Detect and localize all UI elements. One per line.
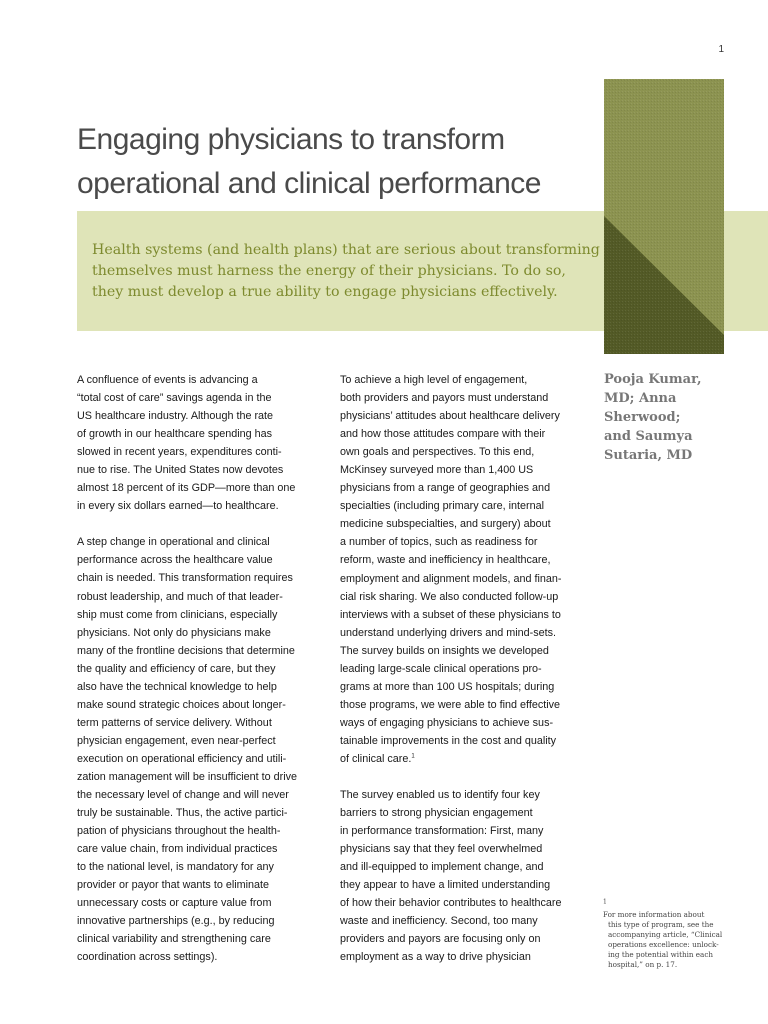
footnote-line: accompanying article, “Clinical xyxy=(608,930,723,939)
text-line: also have the technical knowledge to help xyxy=(77,680,277,693)
text-line: ship must come from clinicians, especially xyxy=(77,608,278,621)
author-line: Sutaria, MD xyxy=(604,448,693,463)
text-line: make sound strategic choices about longer- xyxy=(77,698,286,711)
text-line: a number of topics, such as readiness for xyxy=(340,536,538,549)
text-line: many of the frontline decisions that determine xyxy=(77,644,295,657)
text-line: coordination across settings). xyxy=(77,951,218,964)
text-line: The survey enabled us to identify four key xyxy=(340,789,540,802)
author-line: Pooja Kumar, xyxy=(604,372,702,387)
text-line: The survey builds on insights we developed xyxy=(340,644,549,657)
text-line: to the national level, is mandatory for any xyxy=(77,861,274,874)
title-line: Engaging physicians to transform xyxy=(77,123,505,156)
footnote-text: For more information about xyxy=(603,910,705,919)
paragraph xyxy=(77,371,339,515)
body-column-left xyxy=(77,371,339,985)
text-line: both providers and payors must understand xyxy=(340,392,549,405)
text-line: specialties (including primary care, internal xyxy=(340,500,545,513)
text-line: performance across the healthcare value xyxy=(77,554,273,567)
text-line: nue to rise. The United States now devotes xyxy=(77,464,284,477)
author-line: and Saumya xyxy=(604,429,693,444)
text-line: A step change in operational and clinical xyxy=(77,536,270,549)
text-line: chain is needed. This transformation requires xyxy=(77,572,293,585)
text-line: pation of physicians throughout the health- xyxy=(77,825,281,838)
text-line: employment and alignment models, and finan- xyxy=(340,572,562,585)
text-line: the quality and efficiency of care, but they xyxy=(77,662,276,675)
text-line xyxy=(340,750,602,768)
text-line: almost 18 percent of its GDP—more than one xyxy=(77,482,296,495)
authors-byline xyxy=(604,370,744,465)
art-texture xyxy=(604,79,724,354)
article-deck xyxy=(92,240,602,303)
text-line: zation management will be insufficient to drive xyxy=(77,770,298,783)
decorative-art-panel xyxy=(604,79,724,354)
text-fragment: of clinical care. xyxy=(340,752,412,765)
text-line: understand underlying drivers and mind-sets. xyxy=(340,626,557,639)
deck-line: Health systems (and health plans) that are serious about transforming xyxy=(92,242,600,258)
text-line: and ill-equipped to implement change, and xyxy=(340,861,544,874)
text-line: in every six dollars earned—to healthcare. xyxy=(77,500,279,513)
author-line: MD; Anna xyxy=(604,391,677,406)
title-line: operational and clinical performance xyxy=(77,167,541,200)
deck-line: themselves must harness the energy of their physicians. To do so, xyxy=(92,263,566,279)
text-line: tainable improvements in the cost and quality xyxy=(340,734,557,747)
text-line: McKinsey surveyed more than 1,400 US xyxy=(340,464,534,477)
text-line: those programs, we were able to find effective xyxy=(340,698,561,711)
text-line: execution on operational efficiency and utili- xyxy=(77,752,287,765)
text-line: clinical variability and strengthening care xyxy=(77,933,271,946)
footnote-line xyxy=(603,900,743,920)
text-line: truly be sustainable. Thus, the active partici- xyxy=(77,807,288,820)
text-line: barriers to strong physician engagement xyxy=(340,807,533,820)
text-line: employment as a way to drive physician xyxy=(340,951,531,964)
text-line: of how their behavior contributes to healthcare xyxy=(340,897,562,910)
text-line: provider or payor that wants to eliminate xyxy=(77,879,270,892)
text-line: care value chain, from individual practices xyxy=(77,843,278,856)
deck-line: they must develop a true ability to engage physicians effectively. xyxy=(92,284,558,300)
text-line: medicine subspecialties, and surgery) about xyxy=(340,518,551,531)
text-line: physicians. Not only do physicians make xyxy=(77,626,271,639)
footnote-line: hospital,” on p. 17. xyxy=(608,960,678,969)
text-line: and how those attitudes compare with their xyxy=(340,428,546,441)
text-line: the necessary level of change and will never xyxy=(77,789,289,802)
article-title xyxy=(77,118,597,206)
text-line: physicians say that they feel overwhelmed xyxy=(340,843,543,856)
text-line: innovative partnerships (e.g., by reducing xyxy=(77,915,275,928)
text-line: robust leadership, and much of that leader- xyxy=(77,590,283,603)
text-line: own goals and perspectives. To this end, xyxy=(340,446,535,459)
text-line: “total cost of care” savings agenda in the xyxy=(77,392,272,405)
text-line: ways of engaging physicians to achieve sus- xyxy=(340,716,554,729)
text-line: interviews with a subset of these physicians to xyxy=(340,608,561,621)
text-line: slowed in recent years, expenditures conti- xyxy=(77,446,282,459)
text-line: of growth in our healthcare spending has xyxy=(77,428,273,441)
paragraph xyxy=(77,533,339,966)
text-line: cial risk sharing. We also conducted follow-up xyxy=(340,590,559,603)
text-line: term patterns of service delivery. Without xyxy=(77,716,272,729)
footnote-line: ing the potential within each xyxy=(608,950,713,959)
text-line: they appear to have a limited understanding xyxy=(340,879,551,892)
text-line: grams at more than 100 US hospitals; during xyxy=(340,680,555,693)
text-line: in performance transformation: First, many xyxy=(340,825,544,838)
text-line: A confluence of events is advancing a xyxy=(77,374,258,386)
text-line: physicians from a range of geographies and xyxy=(340,482,551,495)
text-line: providers and payors are focusing only on xyxy=(340,933,541,946)
footnote-line: this type of program, see the xyxy=(608,920,714,929)
author-line: Sherwood; xyxy=(604,410,681,425)
page-number: 1 xyxy=(718,44,724,55)
text-line: leading large-scale clinical operations pro- xyxy=(340,662,542,675)
text-line: waste and inefficiency. Second, too many xyxy=(340,915,538,928)
paragraph xyxy=(340,371,602,768)
text-line: To achieve a high level of engagement, xyxy=(340,374,528,386)
footnote-line: operations excellence: unlock- xyxy=(608,940,719,949)
text-line: physician engagement, even near-perfect xyxy=(77,734,276,747)
text-line: unnecessary costs or capture value from xyxy=(77,897,272,910)
paragraph xyxy=(340,786,602,966)
text-line: reform, waste and inefficiency in healthcare, xyxy=(340,554,551,567)
body-column-right xyxy=(340,371,602,985)
footnote-marker: 1 xyxy=(603,898,607,906)
footnote-reference[interactable]: 1 xyxy=(411,753,415,760)
text-line: US healthcare industry. Although the rate xyxy=(77,410,274,423)
text-line: physicians’ attitudes about healthcare delivery xyxy=(340,410,560,423)
footnote xyxy=(603,900,743,970)
